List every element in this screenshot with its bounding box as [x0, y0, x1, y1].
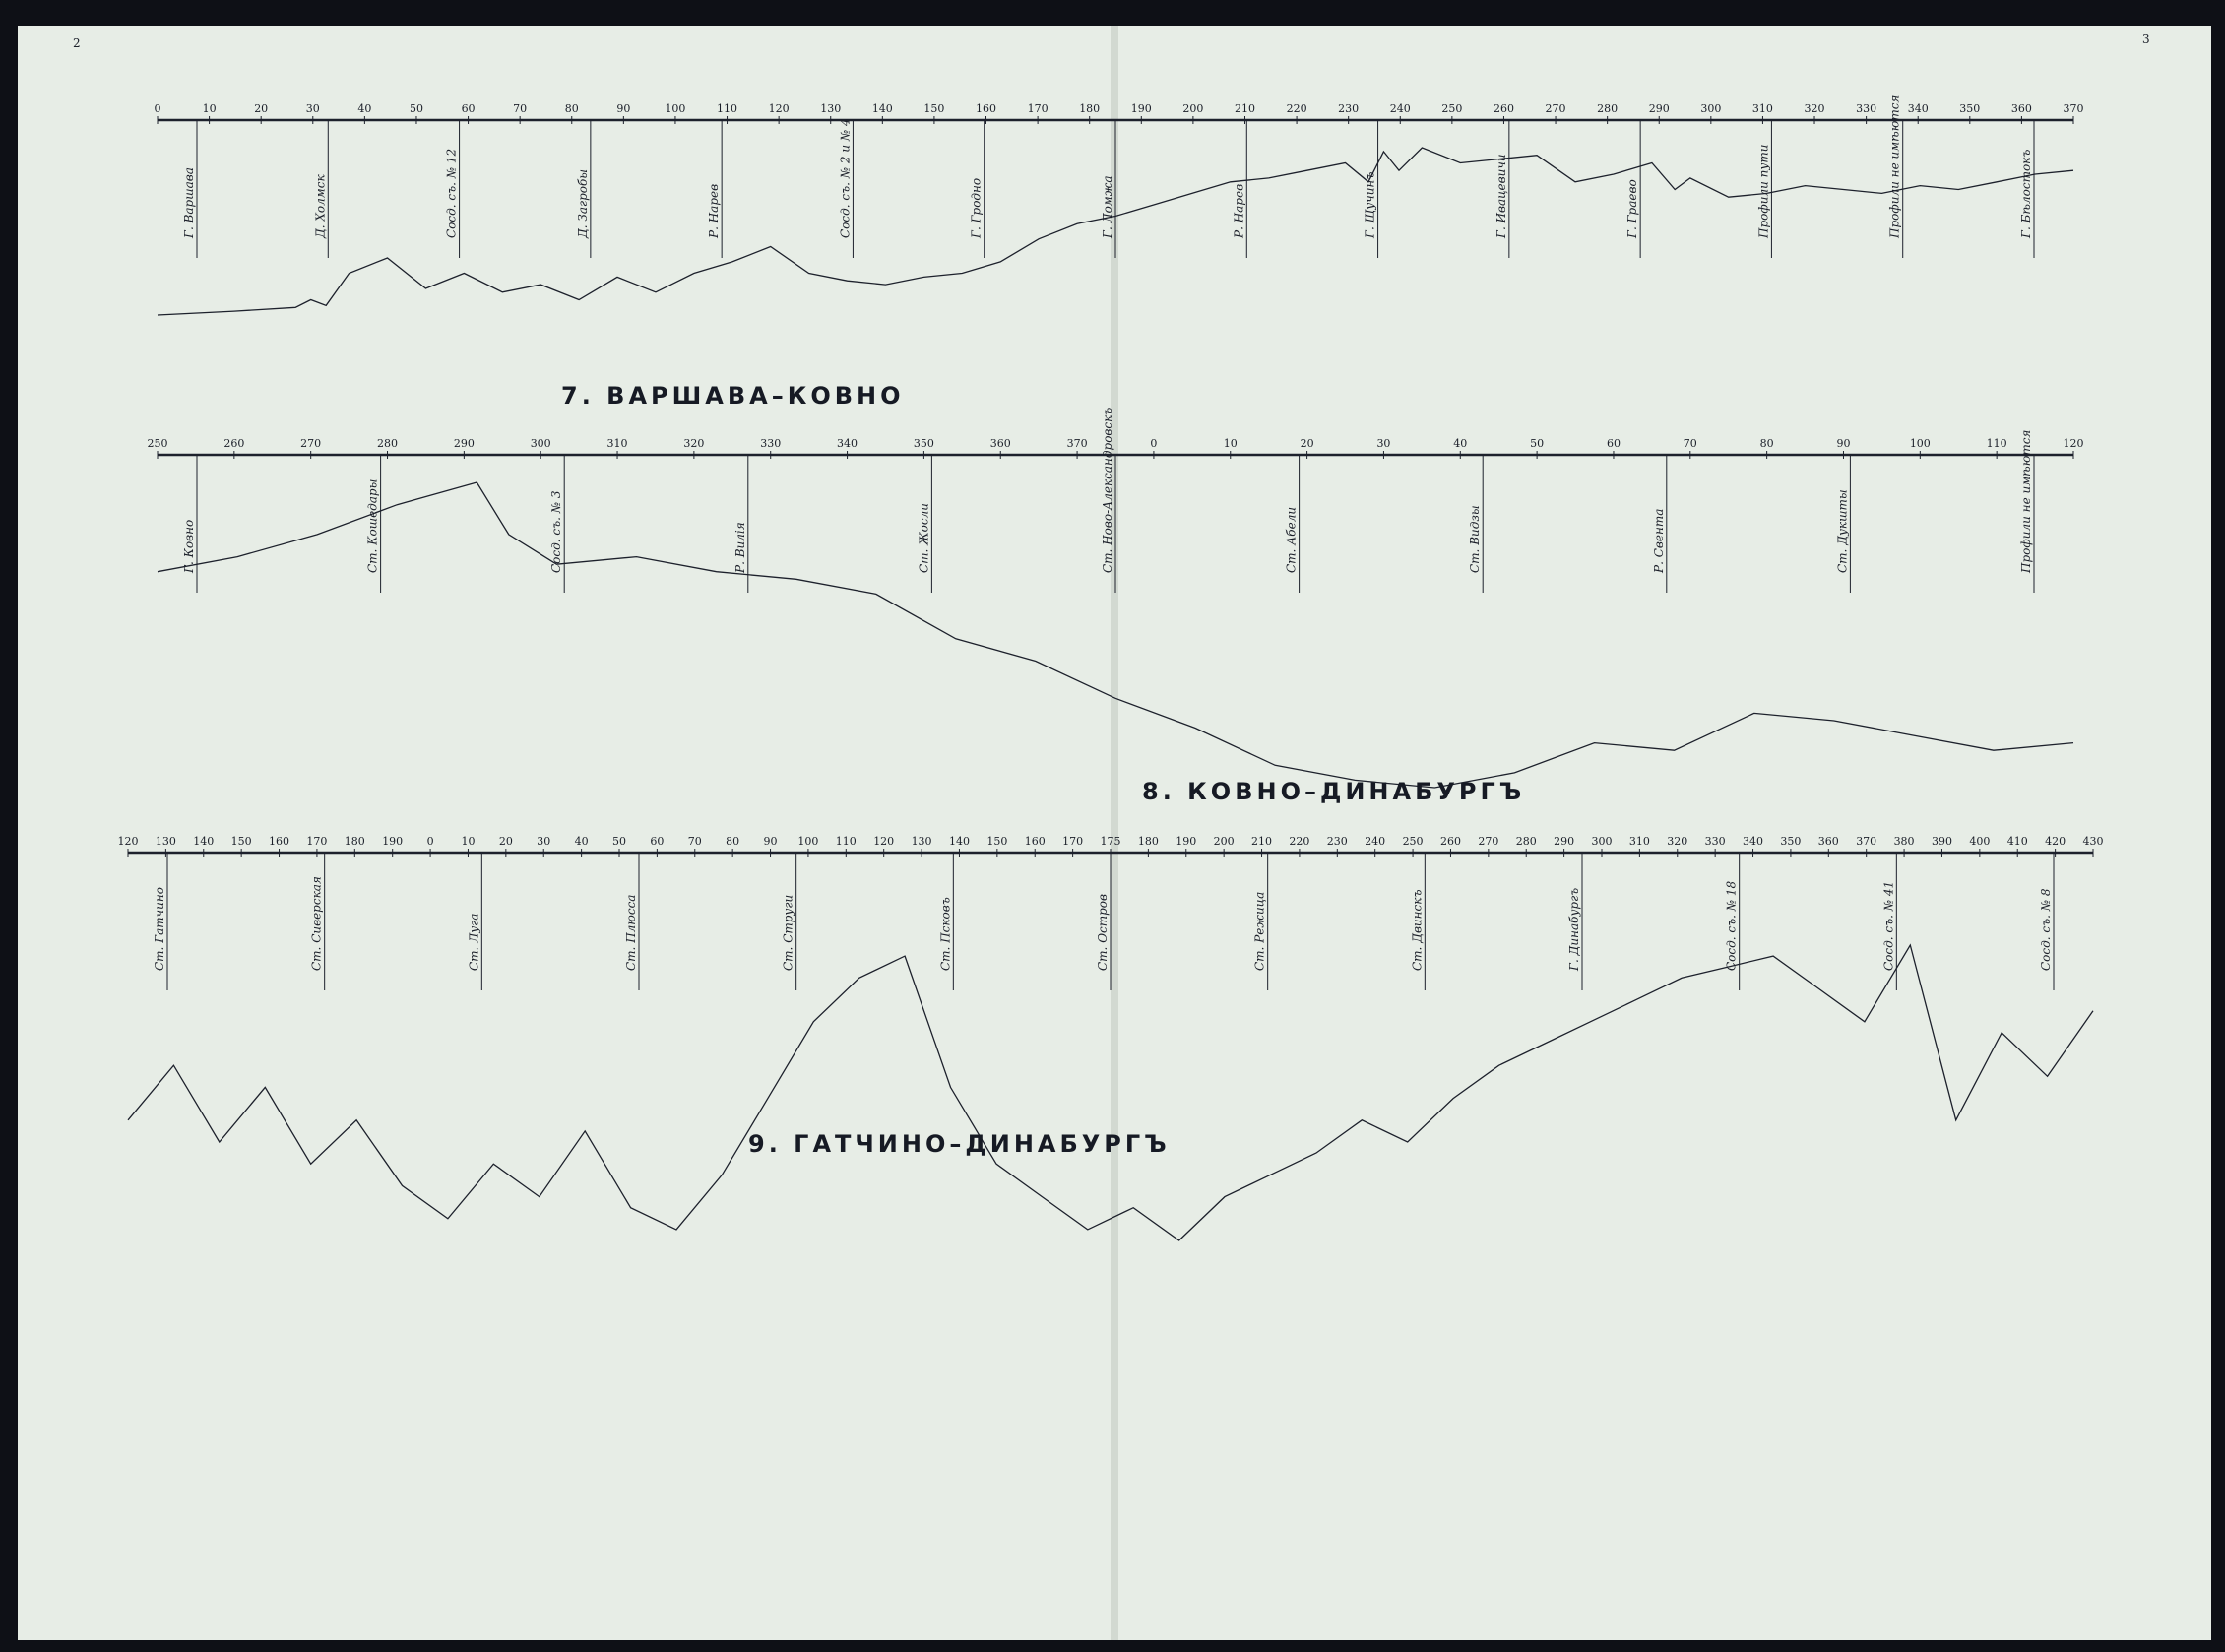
station-label: Ст. Струги: [781, 894, 795, 971]
tick-label: 360: [989, 437, 1011, 450]
tick-label: 0: [426, 835, 434, 848]
station-label: Сосд. съ. № 8: [2039, 888, 2053, 971]
tick-label: 140: [948, 835, 970, 848]
tick-label: 250: [1441, 102, 1463, 115]
tick-label: 280: [1515, 835, 1537, 848]
station-label: Г. Ломжа: [1101, 175, 1114, 238]
tick-label: 150: [230, 835, 252, 848]
tick-label: 50: [1530, 437, 1545, 450]
tick-label: 360: [1817, 835, 1839, 848]
tick-label: 70: [1683, 437, 1697, 450]
tick-label: 90: [616, 102, 631, 115]
tick-label: 380: [1893, 835, 1915, 848]
station-label: Д. Холмск: [313, 174, 328, 238]
tick-label: 320: [683, 437, 705, 450]
tick-label: 130: [911, 835, 932, 848]
tick-label: 220: [1286, 102, 1307, 115]
station-label: Ст. Сиверская: [309, 876, 324, 971]
station-label: Г. Щучинъ: [1363, 171, 1377, 238]
station-label: Ст. Абели: [1284, 506, 1299, 573]
station-label: Ст. Кошедары: [365, 478, 380, 573]
tick-label: 260: [223, 437, 245, 450]
tick-label: 190: [382, 835, 404, 848]
tick-label: 250: [147, 437, 168, 450]
tick-label: 120: [2063, 437, 2084, 450]
station-label: Ст. Остров: [1096, 893, 1110, 971]
tick-label: 140: [193, 835, 215, 848]
tick-label: 180: [344, 835, 365, 848]
tick-label: 260: [1493, 102, 1514, 115]
tick-label: 420: [2045, 835, 2066, 848]
station-label: Г. Динабургъ: [1567, 887, 1581, 971]
tick-label: 40: [574, 835, 589, 848]
tick-label: 130: [155, 835, 176, 848]
tick-label: 170: [1027, 102, 1049, 115]
station-label: Г. Ивацевичи: [1494, 154, 1508, 238]
tick-label: 130: [820, 102, 842, 115]
tick-label: 300: [530, 437, 551, 450]
tick-label: 180: [1137, 835, 1159, 848]
tick-label: 260: [1439, 835, 1461, 848]
station-label: Ст. Плюсса: [624, 894, 638, 971]
station-label: Г. Варшава: [182, 167, 196, 238]
tick-label: 30: [305, 102, 320, 115]
profile-panel-2: [148, 408, 2084, 805]
tick-label: 70: [513, 102, 528, 115]
station-label: Р. Свента: [1651, 508, 1666, 573]
tick-label: 140: [871, 102, 893, 115]
tick-label: 310: [1628, 835, 1650, 848]
station-label: Ст. Режица: [1252, 891, 1267, 971]
tick-label: 50: [409, 102, 423, 115]
tick-label: 20: [254, 102, 269, 115]
tick-label: 120: [117, 835, 139, 848]
station-label: Профили не имѣются: [2019, 429, 2033, 573]
tick-label: 280: [377, 437, 399, 450]
station-label: Сосд. съ. № 41: [1881, 880, 1896, 971]
tick-label: 270: [1545, 102, 1566, 115]
tick-label: 70: [687, 835, 702, 848]
tick-label: 160: [1024, 835, 1046, 848]
tick-label: 180: [1079, 102, 1101, 115]
tick-label: 250: [1402, 835, 1424, 848]
tick-label: 350: [1780, 835, 1802, 848]
profile-title: 8. КОВНО–ДИНАБУРГЪ: [1142, 778, 1526, 805]
tick-label: 190: [1176, 835, 1197, 848]
station-label: Г. Бѣлостокъ: [2019, 149, 2033, 238]
tick-label: 330: [760, 437, 782, 450]
tick-label: 50: [612, 835, 626, 848]
tick-label: 20: [498, 835, 513, 848]
tick-label: 340: [837, 437, 858, 450]
tick-label: 350: [913, 437, 934, 450]
tick-label: 170: [1062, 835, 1084, 848]
station-label: Ст. Псковъ: [938, 897, 953, 971]
tick-label: 120: [768, 102, 790, 115]
tick-label: 40: [1453, 437, 1468, 450]
tick-label: 240: [1389, 102, 1411, 115]
tick-label: 170: [306, 835, 328, 848]
tick-label: 410: [2006, 835, 2028, 848]
tick-label: 340: [1743, 835, 1764, 848]
tick-label: 230: [1326, 835, 1348, 848]
tick-label: 60: [461, 102, 476, 115]
tick-label: 0: [1150, 437, 1158, 450]
tick-label: 320: [1667, 835, 1688, 848]
tick-label: 210: [1234, 102, 1255, 115]
tick-label: 80: [1759, 437, 1774, 450]
tick-label: 60: [650, 835, 665, 848]
station-label: Ст. Ново-Александровскъ: [1101, 407, 1114, 573]
tick-label: 310: [1751, 102, 1773, 115]
tick-label: 160: [269, 835, 290, 848]
tick-label: 300: [1700, 102, 1722, 115]
tick-label: 340: [1907, 102, 1929, 115]
tick-label: 310: [606, 437, 628, 450]
station-label: Профили не имѣются: [1887, 95, 1902, 238]
tick-label: 300: [1591, 835, 1613, 848]
tick-label: 40: [357, 102, 372, 115]
tick-label: 110: [717, 102, 738, 115]
tick-label: 240: [1365, 835, 1386, 848]
tick-label: 100: [665, 102, 686, 115]
station-label: Р. Нарев: [707, 183, 722, 238]
tick-label: 10: [202, 102, 217, 115]
tick-label: 290: [453, 437, 475, 450]
tick-label: 10: [1223, 437, 1238, 450]
tick-label: 320: [1804, 102, 1825, 115]
station-label: Ст. Луга: [467, 913, 481, 971]
tick-label: 330: [1704, 835, 1726, 848]
tick-label: 80: [726, 835, 740, 848]
station-label: Профили пути: [1756, 144, 1771, 238]
profile-panel-1: [155, 95, 2084, 410]
station-label: Ст. Дукшты: [1835, 489, 1850, 573]
tick-label: 120: [873, 835, 895, 848]
tick-label: 190: [1130, 102, 1152, 115]
page-number-right: 3: [2142, 32, 2150, 46]
tick-label: 270: [1478, 835, 1499, 848]
tick-label: 290: [1554, 835, 1575, 848]
tick-label: 80: [564, 102, 579, 115]
page-number-left: 2: [73, 36, 81, 50]
tick-label: 270: [300, 437, 322, 450]
tick-label: 150: [986, 835, 1008, 848]
station-label: Д. Загробы: [575, 168, 590, 238]
tick-label: 280: [1597, 102, 1619, 115]
tick-label: 220: [1289, 835, 1310, 848]
station-label: Р. Вилія: [732, 522, 747, 573]
station-label: Сосд. съ. № 12: [444, 148, 459, 238]
station-label: Г. Ковно: [182, 519, 196, 573]
tick-label: 350: [1959, 102, 1981, 115]
station-label: Ст. Жосли: [917, 503, 931, 573]
tick-label: 110: [835, 835, 857, 848]
tick-label: 210: [1251, 835, 1273, 848]
tick-label: 100: [1909, 437, 1931, 450]
station-label: Г. Гродно: [969, 177, 984, 238]
station-label: Р. Нарев: [1232, 183, 1246, 238]
tick-label: 90: [763, 835, 778, 848]
tick-label: 20: [1300, 437, 1314, 450]
tick-label: 360: [2010, 102, 2032, 115]
tick-label: 90: [1836, 437, 1851, 450]
tick-label: 30: [1376, 437, 1391, 450]
tick-label: 100: [797, 835, 819, 848]
profile-panel-3: [118, 835, 2104, 1240]
tick-label: 370: [2063, 102, 2084, 115]
tick-label: 175: [1100, 835, 1121, 848]
tick-label: 370: [1856, 835, 1877, 848]
tick-label: 160: [976, 102, 997, 115]
station-label: Сосд. съ. № 3: [549, 490, 564, 573]
station-label: Ст. Видзы: [1468, 505, 1483, 573]
profile-title: 9. ГАТЧИНО–ДИНАБУРГЪ: [748, 1130, 1171, 1158]
tick-label: 430: [2082, 835, 2104, 848]
station-label: Сосд. съ. № 18: [1724, 880, 1739, 971]
tick-label: 230: [1338, 102, 1360, 115]
tick-label: 400: [1969, 835, 1991, 848]
tick-label: 10: [461, 835, 476, 848]
tick-label: 0: [154, 102, 161, 115]
profile-title: 7. ВАРШАВА–КОВНО: [561, 382, 905, 410]
tick-label: 330: [1856, 102, 1877, 115]
tick-label: 110: [1986, 437, 2007, 450]
station-label: Г. Граево: [1625, 179, 1640, 238]
tick-label: 200: [1182, 102, 1204, 115]
tick-label: 390: [1931, 835, 1952, 848]
tick-label: 30: [537, 835, 551, 848]
station-label: Ст. Гатчино: [153, 887, 166, 971]
tick-label: 200: [1213, 835, 1235, 848]
station-label: Ст. Двинскъ: [1410, 889, 1425, 971]
tick-label: 370: [1066, 437, 1088, 450]
tick-label: 290: [1648, 102, 1670, 115]
station-label: Сосд. съ. № 2 и № 4: [838, 118, 853, 238]
tick-label: 150: [923, 102, 945, 115]
tick-label: 60: [1606, 437, 1621, 450]
